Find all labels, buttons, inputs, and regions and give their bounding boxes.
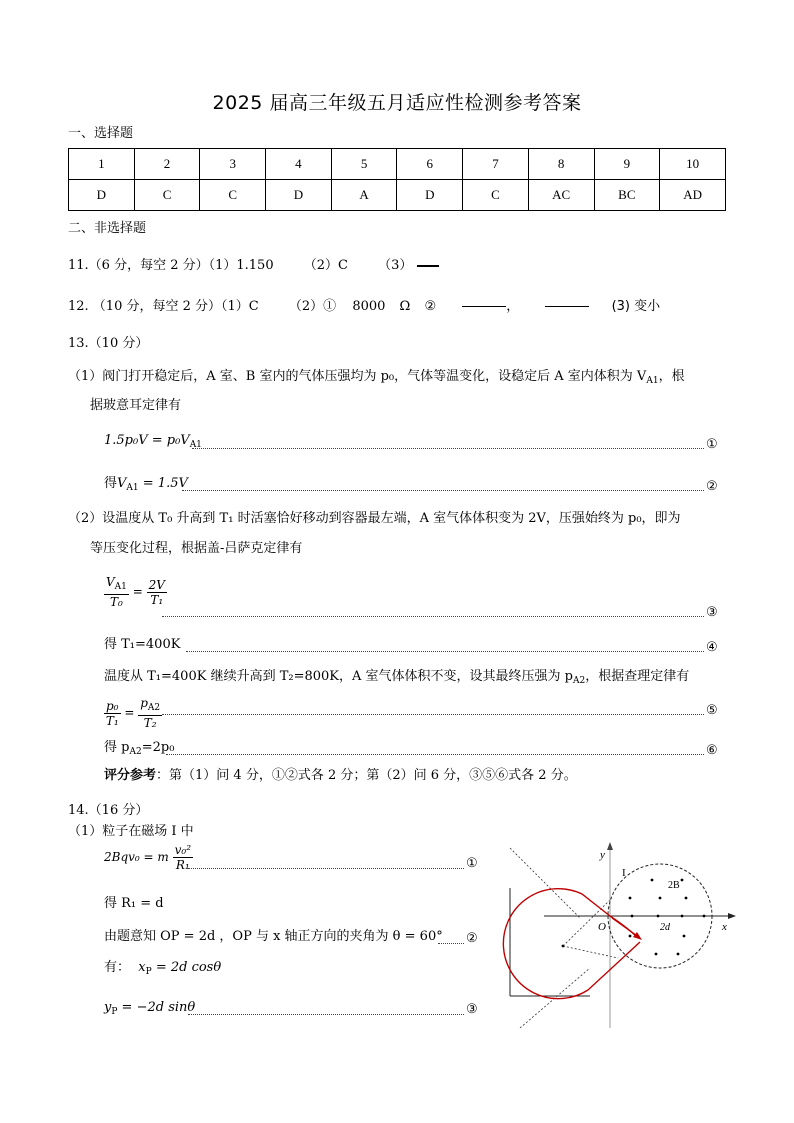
- q12-part2: （2）①: [288, 299, 337, 314]
- q13-eq4: 得 T₁=400K: [104, 637, 181, 652]
- q13-sub: A1: [646, 376, 659, 386]
- q14-eq1: 2Bqv₀ = m $\frac{\text{v₀²}}{\text{R₁}}$: [104, 843, 192, 872]
- q14-heading: 14.（16 分）: [68, 803, 149, 818]
- table-cell: AC: [528, 180, 594, 211]
- q14-eq5: $y_P = -2d$ sinθ: [104, 1000, 196, 1017]
- table-cell: 2: [134, 149, 200, 180]
- dotted-leader: [162, 616, 704, 617]
- table-header-row: [69, 149, 726, 180]
- field-label: 2B: [668, 880, 680, 891]
- table-cell: 9: [594, 149, 660, 180]
- table-cell: C: [200, 180, 266, 211]
- q12-blank-2: [545, 306, 589, 307]
- table-cell: 3: [200, 149, 266, 180]
- section-choice-heading: 一、选择题: [68, 126, 134, 141]
- q13-eq3: $\frac{V_{A1}}{\text{T₀}}$ = $\frac{2V}{\text{T₁}}$: [106, 575, 165, 609]
- q13-heading: 13.（10 分）: [68, 336, 149, 351]
- magnetic-field-figure: [500, 838, 740, 1033]
- table-cell: 7: [463, 149, 529, 180]
- q13-part3-line: 温度从 T₁=400K 继续升高到 T₂=800K，A 室气体体积不变，设其最终压强为 $p_{A2}$，根据查理定律有: [104, 669, 690, 686]
- q14-eq3: 由题意知 OP = 2d ，OP 与 x 轴正方向的夹角为 θ = 60°: [104, 929, 443, 944]
- table-cell: 5: [331, 149, 397, 180]
- table-cell: C: [134, 180, 200, 211]
- y-axis-label: y: [600, 849, 605, 861]
- q13-eq2: 得$V_{A1} = 1.5V$: [104, 476, 188, 493]
- q11-part2: （2）C: [303, 258, 348, 273]
- q11-blank: [417, 265, 439, 267]
- table-cell: D: [266, 180, 332, 211]
- q12-blank-1: [462, 306, 506, 307]
- q12-prefix: 12. （10 分，每空 2 分）（1）C: [68, 299, 259, 314]
- velocity-arrowhead: [633, 932, 642, 940]
- mark-2: ②: [706, 479, 718, 494]
- dotted-leader: [166, 754, 704, 755]
- table-cell: D: [69, 180, 135, 211]
- field-dots: [562, 879, 706, 956]
- q13-eq6: 得 $p_{A2}=2p_0$: [104, 740, 175, 757]
- table-cell: C: [463, 180, 529, 211]
- table-answer-row: [69, 180, 726, 211]
- q11-prefix: 11.（6 分，每空 2 分）（1）1.150: [68, 258, 274, 273]
- mark-3: ③: [466, 1002, 478, 1017]
- dotted-leader: [186, 651, 704, 652]
- mark-5: ⑤: [706, 703, 718, 718]
- mark-3: ③: [706, 605, 718, 620]
- table-cell: D: [397, 180, 463, 211]
- q14-part1: （1）粒子在磁场 I 中: [68, 824, 194, 839]
- mark-1: ①: [466, 856, 478, 871]
- dotted-leader: [162, 714, 704, 715]
- answer-table: [68, 148, 726, 211]
- q13-part1-line2: 据玻意耳定律有: [90, 398, 182, 413]
- q14-eq2: 得 R₁ = d: [104, 896, 164, 911]
- x-axis-arrow: [728, 913, 736, 919]
- table-cell: BC: [594, 180, 660, 211]
- q13-eq5: $\frac{\text{p₀}}{\text{T₁}}$ = $\frac{p_{A2}}{\text{T₂}}$: [105, 696, 161, 730]
- distance-label: 2d: [660, 922, 670, 933]
- q13-part2-line2: 等压变化过程，根据盖-吕萨克定律有: [90, 541, 303, 556]
- table-cell: 1: [69, 149, 135, 180]
- q12-comma: ，: [506, 299, 520, 314]
- table-cell: 10: [660, 149, 726, 180]
- q13-part1-line1: （1）阀门打开稳定后，A 室、B 室内的气体压强均为 p₀，气体等温变化，设稳定后 A 室内体积为 $V_{A1}$，根: [68, 369, 685, 386]
- q13-scoring: 评分参考：第（1）问 4 分，①②式各 2 分；第（2）问 6 分，③⑤⑥式各 2 分。: [104, 768, 577, 783]
- table-cell: 6: [397, 149, 463, 180]
- dotted-leader: [188, 868, 464, 869]
- x-axis-label: x: [722, 921, 727, 933]
- table-cell: 4: [266, 149, 332, 180]
- q12-part4: (3) 变小: [611, 299, 661, 314]
- mark-6: ⑥: [706, 743, 718, 758]
- q13-eq1: $1.5p_0V = p_0V_{A1}$: [104, 433, 202, 450]
- q12-part3: ②: [424, 299, 437, 314]
- table-cell: 8: [528, 149, 594, 180]
- dotted-leader: [188, 1014, 464, 1015]
- page-title: 2025 届高三年级五月适应性检测参考答案: [212, 92, 582, 114]
- mark-1: ①: [706, 437, 718, 452]
- particle-trajectory: [503, 889, 640, 999]
- mark-4: ④: [706, 640, 718, 655]
- region-label: I: [622, 867, 626, 879]
- origin-label: O: [598, 921, 606, 933]
- mark-2: ②: [466, 931, 478, 946]
- table-cell: A: [331, 180, 397, 211]
- dotted-leader: [438, 943, 464, 944]
- q13-part2-line1: （2）设温度从 T₀ 升高到 T₁ 时活塞恰好移动到容器最左端，A 室气体体积变为 2V，压强始终为 p₀，即为: [68, 511, 681, 526]
- dotted-leader: [192, 448, 704, 449]
- guide-line: [510, 848, 580, 918]
- table-cell: AD: [660, 180, 726, 211]
- q11-part3: （3）: [378, 258, 413, 273]
- q11-line: [68, 258, 439, 274]
- q12-unit: Ω: [399, 299, 411, 314]
- y-axis-arrow: [607, 842, 613, 850]
- q12-value: 8000: [352, 299, 386, 314]
- dotted-leader: [182, 490, 704, 491]
- q14-eq4: 有： $x_P = 2d$ cosθ: [104, 960, 222, 977]
- section-nonchoice-heading: 二、非选择题: [68, 221, 147, 236]
- q12-line: [68, 299, 660, 315]
